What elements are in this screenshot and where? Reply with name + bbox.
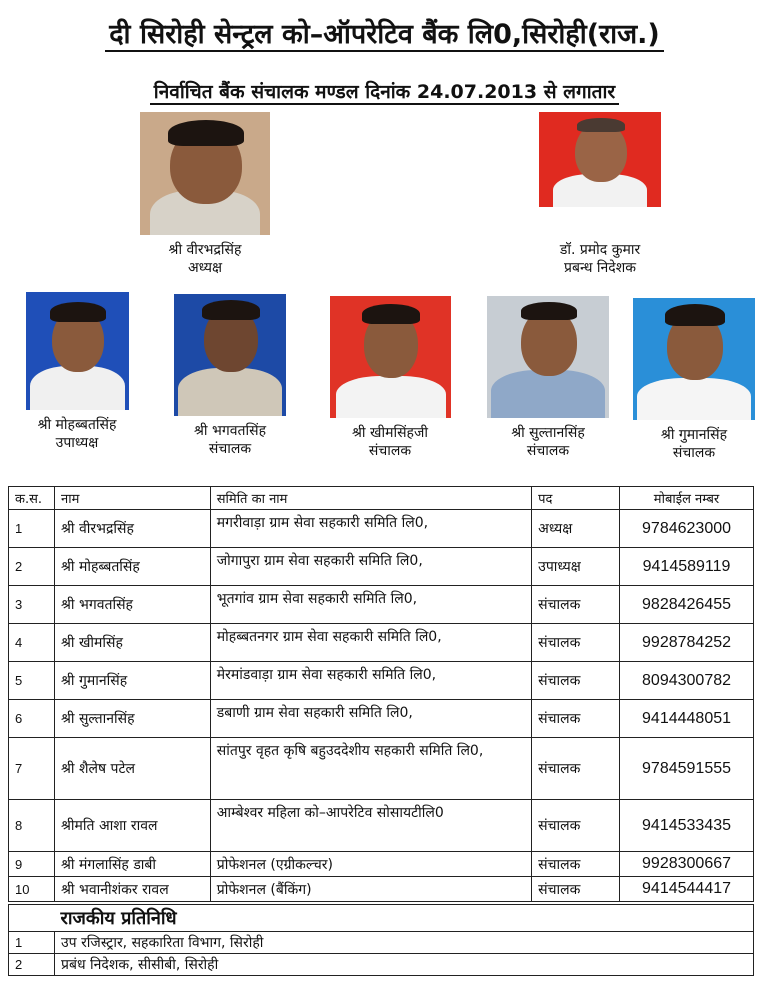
cell-name: श्री सुल्तानसिंह [54,700,210,738]
cell-text: उप रजिस्ट्रार, सहकारिता विभाग, सिरोही [55,932,754,954]
cell-mobile: 9928784252 [620,624,754,662]
person-name: श्री खीमसिंहजी [352,425,428,441]
cell-samiti: भूतगांव ग्राम सेवा सहकारी समिति लि0, [210,586,531,624]
cell-pad: संचालक [532,586,620,624]
table-row [9,510,754,548]
cell-name: श्री मोहब्बतसिंह [54,548,210,586]
person-photo [539,112,661,207]
cell-samiti: मोहब्बतनगर ग्राम सेवा सहकारी समिति लि0, [210,624,531,662]
cell-samiti: मेरमांडवाड़ा ग्राम सेवा सहकारी समिति लि0, [210,662,531,700]
cell-pad: उपाध्यक्ष [532,548,620,586]
person-card [630,298,758,462]
person-photo [174,294,286,416]
cell-sn: 4 [9,624,55,662]
cell-samiti: मगरीवाड़ा ग्राम सेवा सहकारी समिति लि0, [210,510,531,548]
cell-name: श्री मंगलासिंह डाबी [54,852,210,877]
govt-heading: राजकीय प्रतिनिधि [55,905,754,932]
person-role: प्रबन्ध निदेशक [564,260,636,276]
table-row [9,548,754,586]
cell-samiti: सांतपुर वृहत कृषि बहुउददेशीय सहकारी समिति लि0, [210,738,531,800]
col-header-pad: पद [532,487,620,510]
cell-mobile: 9414533435 [620,800,754,852]
person-name: श्री मोहब्बतसिंह [37,417,117,433]
govt-heading-row [9,905,754,932]
col-header-sn: क.स. [9,487,55,510]
person-name: डॉ. प्रमोद कुमार [559,242,641,258]
cell-sn: 8 [9,800,55,852]
cell-name: श्री गुमानसिंह [54,662,210,700]
person-role: संचालक [672,445,716,461]
govt-representatives-table [8,904,754,976]
cell-mobile: 9414544417 [620,877,754,902]
cell-pad: संचालक [532,662,620,700]
col-header-name: नाम [54,487,210,510]
cell-pad: संचालक [532,700,620,738]
cell-samiti: प्रोफेशनल (एग्रीकल्चर) [210,852,531,877]
person-card-md [510,112,690,277]
cell-name: श्री शैलेष पटेल [54,738,210,800]
subtitle-text: निर्वाचित बैंक संचालक मण्डल दिनांक 24.07.2013 से लगातार [150,81,619,105]
person-card [320,296,460,460]
table-row [9,586,754,624]
person-card-chairman [110,112,300,277]
table-header-row [9,487,754,510]
cell-mobile: 8094300782 [620,662,754,700]
table-row [9,662,754,700]
cell-samiti: जोगापुरा ग्राम सेवा सहकारी समिति लि0, [210,548,531,586]
cell-pad: संचालक [532,624,620,662]
cell-pad: अध्यक्ष [532,510,620,548]
cell-text: प्रबंध निदेशक, सीसीबी, सिरोही [55,954,754,976]
cell-sn: 1 [9,932,55,954]
person-photo [26,292,129,410]
person-role: अध्यक्ष [187,260,223,276]
person-photo [633,298,755,420]
cell-mobile: 9414589119 [620,548,754,586]
table-row [9,852,754,877]
cell-samiti: आम्बेश्वर महिला को–आपरेटिव सोसायटीलि0 [210,800,531,852]
person-role: संचालक [208,441,252,457]
col-header-mobile: मोबाईल नम्बर [620,487,754,510]
person-card [165,294,295,458]
cell-sn: 2 [9,548,55,586]
cell-mobile: 9784591555 [620,738,754,800]
cell-sn: 1 [9,510,55,548]
person-name: श्री वीरभद्रसिंह [168,242,242,258]
person-name: श्री गुमानसिंह [660,427,728,443]
cell-mobile: 9414448051 [620,700,754,738]
table-row [9,738,754,800]
cell-sn: 3 [9,586,55,624]
person-name: श्री सुल्तानसिंह [511,425,585,441]
cell-pad: संचालक [532,738,620,800]
person-card [12,292,142,452]
title-text: दी सिरोही सेन्ट्रल को–ऑपरेटिव बैंक लि0,सिरोही(राज.) [105,19,664,52]
cell-sn: 2 [9,954,55,976]
person-photo [330,296,451,418]
table-row [9,800,754,852]
cell-samiti: प्रोफेशनल (बैंकिंग) [210,877,531,902]
table-row [9,624,754,662]
table-row [9,700,754,738]
col-header-samiti: समिति का नाम [210,487,531,510]
cell-sn: 5 [9,662,55,700]
table-row [9,932,754,954]
cell-name: श्री खीमसिंह [54,624,210,662]
page-subtitle [0,78,769,104]
table-row [9,877,754,902]
cell-samiti: डबाणी ग्राम सेवा सहकारी समिति लि0, [210,700,531,738]
cell-pad: संचालक [532,800,620,852]
cell-name: श्री भवानीशंकर रावल [54,877,210,902]
person-name: श्री भगवतसिंह [194,423,266,439]
cell-sn: 10 [9,877,55,902]
person-photo [140,112,270,235]
cell-sn: 6 [9,700,55,738]
cell-mobile: 9828426455 [620,586,754,624]
table-row [9,954,754,976]
cell-name: श्री वीरभद्रसिंह [54,510,210,548]
person-card [478,296,618,460]
cell-pad: संचालक [532,877,620,902]
cell-mobile: 9928300667 [620,852,754,877]
cell-sn: 9 [9,852,55,877]
members-table [8,486,754,902]
cell-pad: संचालक [532,852,620,877]
cell-name: श्रीमति आशा रावल [54,800,210,852]
person-role: संचालक [526,443,570,459]
cell-name: श्री भगवतसिंह [54,586,210,624]
person-photo [487,296,609,418]
person-role: संचालक [368,443,412,459]
person-role: उपाध्यक्ष [55,435,99,451]
cell-mobile: 9784623000 [620,510,754,548]
page-title [0,14,769,51]
cell-sn: 7 [9,738,55,800]
